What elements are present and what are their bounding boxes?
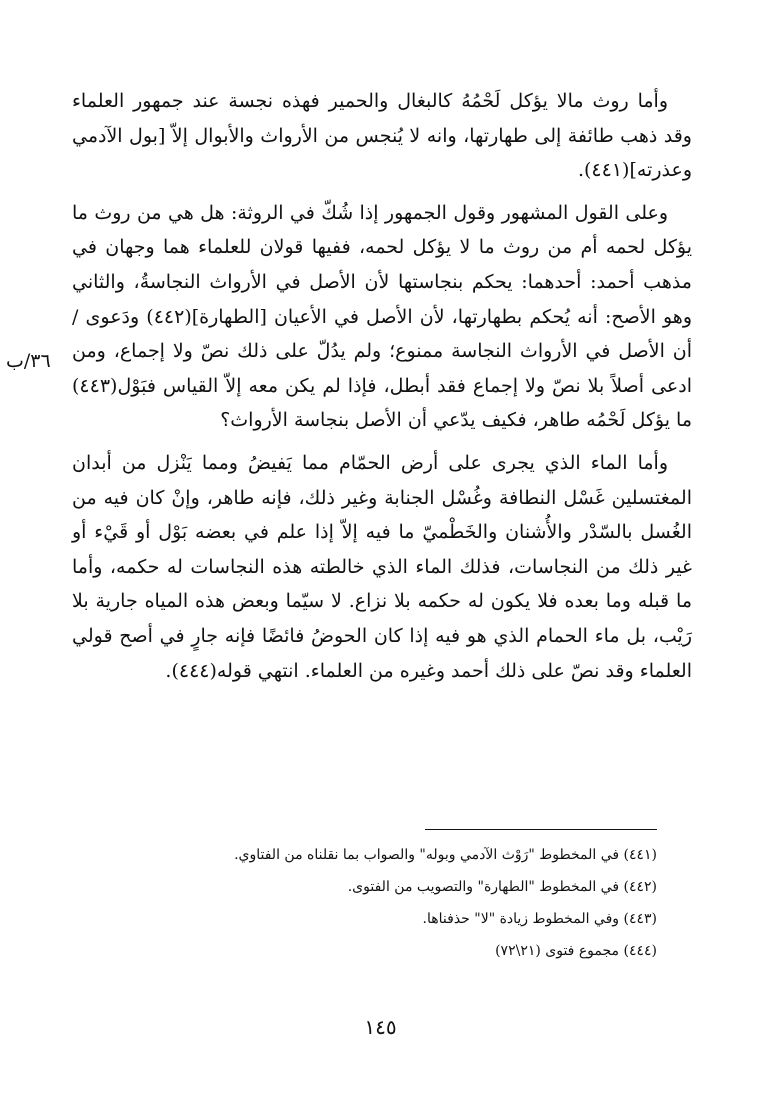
footnote-441: (٤٤١) في المخطوط "رَوْث الآدمي وبوله" والصواب بما نقلناه من الفتاوي. [234, 847, 657, 863]
paragraph-doubt-about-dung: وعلى القول المشهور وقول الجمهور إذا شُكّ في الروثة: هل هي من روث ما يؤكل لحمه أم من روث ما لا يؤكل لحمه، ففيها قولان للعلماء هما وجهان في مذهب أحمد: أحدهما: يحكم بنجاستها لأن الأصل في الأرواث النجاسةُ، والثاني وهو الأصح: أنه يُحكم بطهارتها، لأن الأصل في الأعيان [الطهارة](٤٤٢) ودَعوى / أن الأصل في الأرواث النجاسة ممنوع؛ ولم يدُلّ على ذلك نصّ ولا إجماع، ومن ادعى أصلاً بلا نصّ ولا إجماع فقد أبطل، فإذا لم يكن معه إلاّ القياس فبَوْل(٤٤٣) ما يؤكل لَحْمُه طاهر، فكيف يدّعي أن الأصل بنجاسة الأرواث؟ [72, 201, 692, 432]
manuscript-folio-marker: ٣٦/ب [6, 350, 51, 372]
footnote-442: (٤٤٢) في المخطوط "الطهارة" والتصويب من الفتوى. [347, 879, 657, 895]
main-text [72, 84, 692, 696]
footnote-443: (٤٤٣) وفي المخطوط زيادة "لا" حذفناها. [422, 911, 657, 927]
paragraph-bathhouse-water: وأما الماء الذي يجرى على أرض الحمّام مما يَفيضُ ومما يَنْزل من أبدان المغتسلين غَسْل النطافة وغُسْل الجنابة وغير ذلك، فإنه طاهر، وإنْ كان فيه من الغُسل بالسّدْر والأُشنان والخَطْميّ ما فيه إلاّ إذا علم في بعضه بَوْل أو قَيْء أو غير ذلك من النجاسات، فذلك الماء الذي خالطته هذه النجاسات له حكمه، وأما ما قبله وما بعده فلا يكون له حكمه بلا نزاع. لا سيّما وبعض هذه المياه جارية بلا رَيْب، بل ماء الحمام الذي هو فيه إذا كان الحوضُ فائضًا فإنه جارٍ في أصح قولي العلماء وقد نصّ على ذلك أحمد وغيره من العلماء. انتهي قوله(٤٤٤). [72, 451, 692, 682]
footnotes [234, 839, 657, 967]
footnote-444: (٤٤٤) مجموع فتوى (٢١\٧٢) [495, 943, 657, 959]
page-number: ١٤٥ [364, 1015, 397, 1039]
paragraph-dung-of-inedible-animals: وأما روث مالا يؤكل لَحْمُهُ كالبغال والحمير فهذه نجسة عند جمهور العلماء وقد ذهب طائفة إلى طهارتها، وانه لا يُنجس من الأرواث والأبوال إلاّ [بول الآدمي وعذرته](٤٤١). [72, 90, 692, 182]
footnote-separator [425, 829, 657, 830]
